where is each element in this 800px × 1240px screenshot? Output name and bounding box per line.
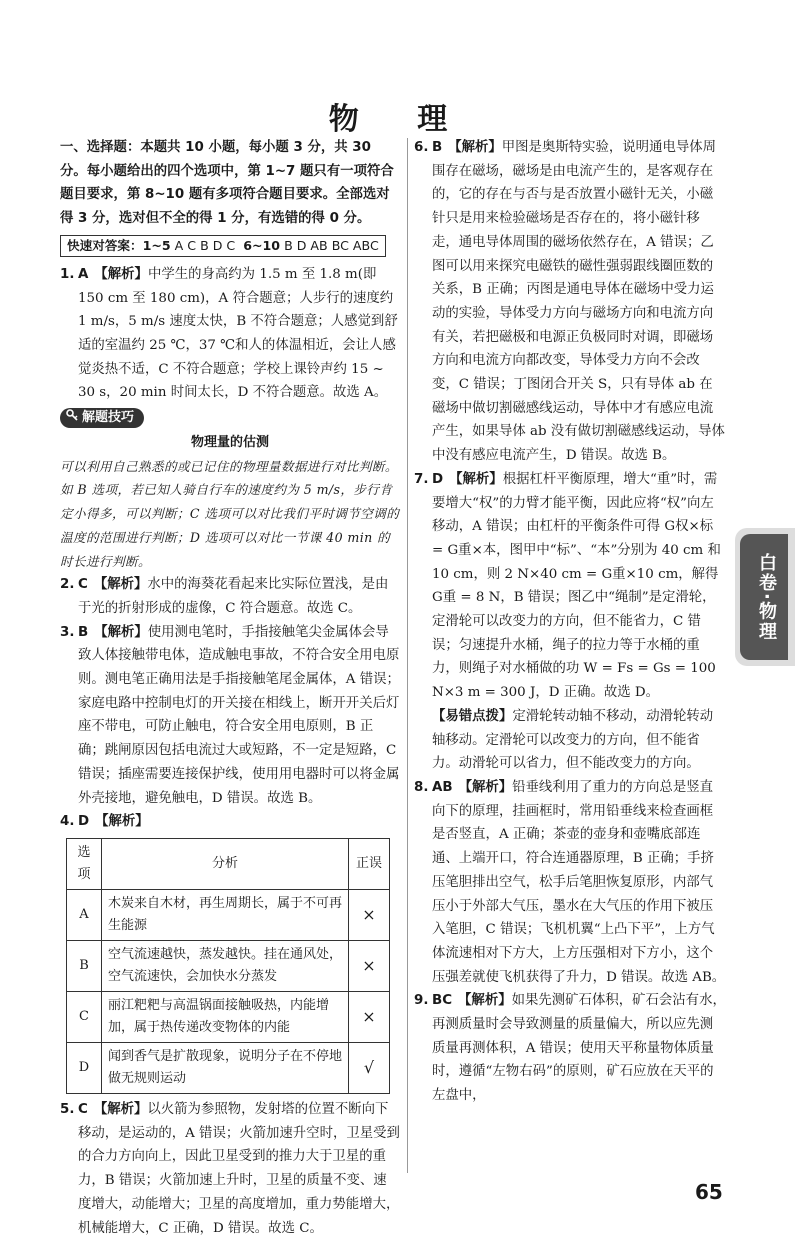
page-title: 物 理	[328, 102, 472, 137]
analysis-text: 根据杠杆平衡原理，增大“重”时，需要增大“权”的力臂才能平衡，因此应将“权”向左移动，A 错误；由杠杆的平衡条件可得 G权×标 = G重×本，图甲中“标”、“本”分别为 40 cm 和 10 cm，则 2 N×40 cm = G重×10 cm，解得 G重 = 8 N，B 错误；图乙中“绳制”是定滑轮，定滑轮可以改变力的方向，但不能省力，C 错误；匀速提升水桶，绳子的拉力等于水桶的重力，则绳子对水桶做的功 W = Fs = Gs = 100 N×3 m = 300 J，D 正确。故选 D。	[432, 471, 721, 701]
question-number: 5.	[60, 1101, 75, 1117]
answer-letter: D	[78, 814, 90, 830]
judgement-cell: ×	[349, 889, 390, 940]
key-icon	[66, 408, 78, 428]
judgement-cell: ×	[349, 940, 390, 991]
analysis-cell: 空气流速越快，蒸发越快。挂在通风处，空气流速快，会加快水分蒸发	[102, 940, 349, 991]
question-1	[60, 263, 400, 405]
analysis-tag: 【解析】	[458, 779, 513, 795]
option-cell: C	[67, 991, 102, 1042]
analysis-text: 以火箭为参照物，发射塔的位置不断向下移动，是运动的，A 错误；火箭加速升空时，卫星受到的合力方向向上，因此卫星受到的推力大于卫星的重力，B 错误；火箭加速上升时，卫星的质量不变、速度增大，动能增大；卫星的高度增加，重力势能增大，机械能增大，C 正确，D 错误。故选 C。	[78, 1101, 400, 1236]
answer-letter: D	[432, 471, 444, 487]
question-number: 7.	[414, 471, 429, 487]
quick-answer-label: 快速对答案：	[67, 237, 143, 253]
quick-range-1: 1~5	[142, 237, 171, 253]
question-number: 9.	[414, 993, 429, 1009]
analysis-table	[66, 838, 390, 1094]
question-2	[60, 573, 400, 620]
analysis-text: 铅垂线利用了重力的方向总是竖直向下的原理，挂画框时，常用铅垂线来检查画框是否竖直，A 正确；茶壶的壶身和壶嘴底部连通、上端开口，符合连通器原理，B 正确；手挤压笔胆排出空气，松手后笔胆恢复原形，内部气压小于外部大气压，墨水在大气压的作用下被压入笔胆，C 错误；飞机机翼“上凸下平”，上方气体流速相对下方大，上方压强相对下方小，这个压强差就使飞机获得了升力，D 错误。故选 AB。	[432, 779, 726, 985]
analysis-tag: 【解析】	[93, 577, 148, 593]
table-row	[67, 991, 390, 1042]
question-5	[60, 1098, 400, 1236]
side-tab: 白卷·物理	[740, 534, 788, 660]
page-number: 65	[695, 1180, 723, 1204]
question-8	[414, 776, 726, 989]
error-tip-text: 定滑轮转动轴不移动，动滑轮转动轴移动。定滑轮可以改变力的方向，但不能省力。动滑轮可以省力，但不能改变力的方向。	[432, 708, 714, 772]
tips-label: 解题技巧	[82, 410, 135, 426]
answer-letter: BC	[432, 993, 453, 1009]
question-6	[414, 136, 726, 468]
table-header-row	[67, 838, 390, 889]
question-7	[414, 468, 726, 776]
analysis-text: 甲图是奥斯特实验，说明通电导体周围存在磁场，磁场是由电流产生的，是客观存在的，它的存在与否与是否放置小磁针无关，小磁针只是用来检验磁场是否存在的，将小磁针移走，通电导体周围的磁场依然存在，A 错误；乙图可以用来探究电磁铁的磁性强弱跟线圈匝数的关系，B 正确；丙图是通电导体在磁场中受力运动的实验，导体受力方向与磁场方向和电流方向有关，若把磁极和电源正负极同时对调，即磁场方向和电流方向都改变，导体受力方向不会改变，C 错误；丁图闭合开关 S，只有导体 ab 在磁场中做切割磁感线运动，导体中才有感应电流产生，如果导体 ab 没有做切割磁感线运动，导体中没有感应电流产生，D 错误。故选 B。	[432, 140, 725, 464]
error-tip	[432, 705, 726, 776]
analysis-text: 中学生的身高约为 1.5 m 至 1.8 m(即 150 cm 至 180 cm)，A 符合题意；人步行的速度约 1 m/s，5 m/s 速度太快，B 不符合题意；人感觉到舒适的室温约 25 ℃，37 ℃和人的体温相近，会让人感觉炎热不适，C 不符合题意；学校上课铃声约 15 ~ 30 s，20 min 时间太长，D 不符合题意。故选 A。	[78, 266, 398, 401]
analysis-text: 如果先测矿石体积，矿石会沾有水，再测质量时会导致测量的质量偏大，所以应先测质量再测体积，A 错误；使用天平称量物体质量时，遵循“左物右码”的原则，矿石应放在天平的左盘中，	[432, 993, 726, 1104]
answer-letter: A	[78, 266, 89, 282]
tips-subhead: 物理量的估测	[190, 435, 269, 451]
analysis-text: 水中的海葵花看起来比实际位置浅，是由于光的折射形成的虚像，C 符合题意。故选 C。	[78, 577, 389, 616]
question-number: 2.	[60, 577, 75, 593]
table-row	[67, 1042, 390, 1093]
tips-badge	[60, 408, 144, 428]
tips-body: 可以利用自己熟悉的或已记住的物理量数据进行对比判断。如 B 选项，若已知人骑自行车的速度约为 5 m/s，步行肯定小得多，可以判断；C 选项可以对比我们平时调节空调的温度的范围进行判断；D 选项可以对比一节课 40 min 的时长进行判断。	[60, 458, 400, 569]
question-9	[414, 989, 726, 1108]
section-heading: 一、选择题：本题共 10 小题，每小题 3 分，共 30 分。	[60, 140, 371, 179]
judgement-cell: √	[349, 1042, 390, 1093]
quick-answers-2: B D AB BC ABC	[284, 237, 379, 253]
quick-range-2: 6~10	[243, 237, 281, 253]
question-number: 6.	[414, 140, 429, 155]
column-divider	[407, 138, 408, 1173]
quick-answer-box	[60, 235, 386, 257]
right-column	[414, 136, 726, 1108]
analysis-tag: 【解析】	[94, 266, 148, 282]
error-tip-tag: 【易错点拨】	[432, 708, 513, 724]
analysis-cell: 木炭来自木材，再生周期长，属于不可再生能源	[102, 889, 349, 940]
table-row	[67, 889, 390, 940]
analysis-cell: 丽江粑粑与高温锅面接触吸热，内能增加，属于热传递改变物体的内能	[102, 991, 349, 1042]
option-cell: B	[67, 940, 102, 991]
analysis-tag: 【解析】	[448, 140, 502, 155]
quick-answers-1: A C B D C	[174, 237, 236, 253]
analysis-cell: 闻到香气是扩散现象，说明分子在不停地做无规则运动	[102, 1042, 349, 1093]
question-number: 8.	[414, 779, 429, 795]
answer-letter: B	[78, 624, 89, 640]
question-4	[60, 810, 400, 834]
column-header: 分析	[102, 838, 349, 889]
analysis-tag: 【解析】	[458, 993, 512, 1009]
column-header: 正误	[349, 838, 390, 889]
answer-letter: C	[78, 577, 88, 593]
analysis-tag: 【解析】	[449, 471, 503, 487]
question-number: 4.	[60, 814, 75, 830]
option-cell: A	[67, 889, 102, 940]
left-column	[60, 136, 400, 1236]
analysis-tag: 【解析】	[95, 814, 149, 830]
answer-letter: C	[78, 1101, 88, 1117]
question-number: 1.	[60, 266, 75, 282]
judgement-cell: ×	[349, 991, 390, 1042]
question-3	[60, 621, 400, 811]
table-row	[67, 940, 390, 991]
tips-block	[60, 405, 400, 573]
option-cell: D	[67, 1042, 102, 1093]
section-instructions	[60, 136, 400, 231]
question-number: 3.	[60, 624, 75, 640]
analysis-tag: 【解析】	[93, 1101, 148, 1117]
section-body: 每小题给出的四个选项中，第 1~7 题只有一项符合题目要求，第 8~10 题有多项符合题目要求。全部选对得 3 分，选对但不全的得 1 分，有选错的得 0 分。	[60, 163, 394, 227]
answer-letter: AB	[432, 779, 453, 795]
answer-letter: B	[432, 140, 443, 155]
analysis-text: 使用测电笔时，手指接触笔尖金属体会导致人体接触带电体，造成触电事故，不符合安全用电原则。测电笔正确用法是手指接触笔尾金属体，A 错误；家庭电路中控制电灯的开关接在相线上，断开开关后灯座不带电，可防止触电，符合安全用电原则，B 正确；跳闸原因包括电流过大或短路，不一定是短路，C 错误；插座需要连接保护线，使用用电器时可以将金属外壳接地，避免触电，D 错误。故选 B。	[78, 624, 400, 806]
analysis-tag: 【解析】	[94, 624, 148, 640]
column-header: 选项	[67, 838, 102, 889]
